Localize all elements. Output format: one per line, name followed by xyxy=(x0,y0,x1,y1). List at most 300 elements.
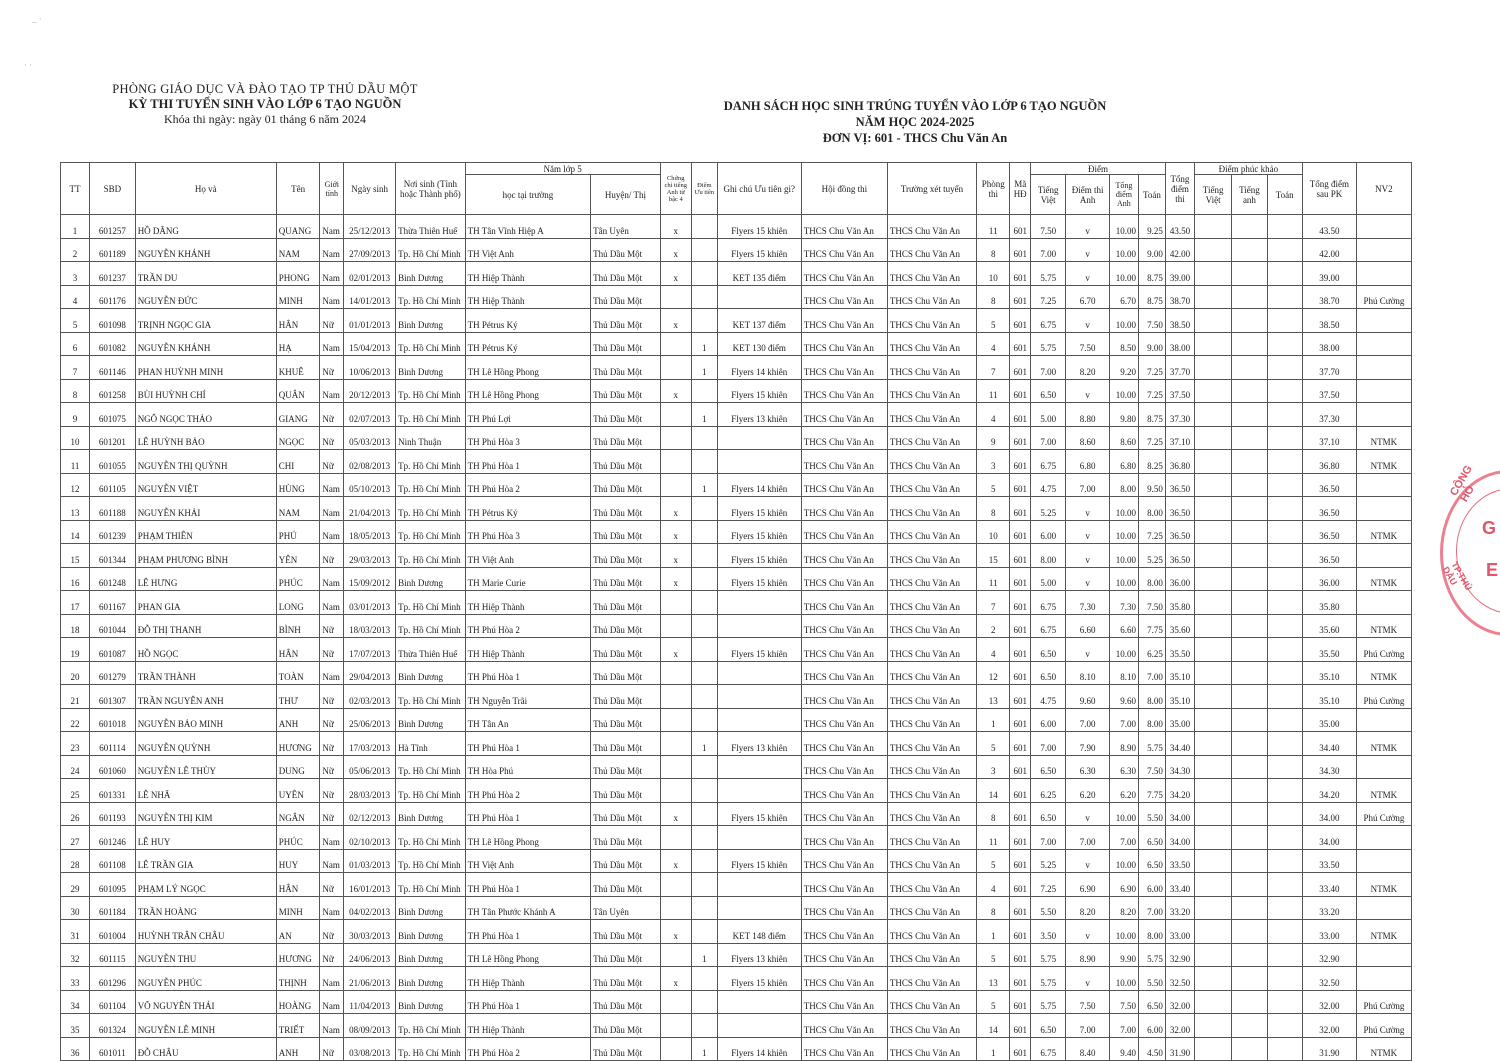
cell-cc xyxy=(660,426,691,450)
cell-tt: 26 xyxy=(61,802,90,826)
cell-noi: Tp. Hồ Chí Minh xyxy=(396,450,466,474)
cell-tv: 5.75 xyxy=(1031,990,1066,1014)
cell-sbd: 601296 xyxy=(90,967,136,991)
cell-xt: THCS Chu Văn An xyxy=(887,497,976,521)
cell-toan: 5.75 xyxy=(1138,943,1165,967)
cell-dta: v xyxy=(1066,215,1110,239)
table-row xyxy=(61,967,1412,991)
table-row xyxy=(61,802,1412,826)
cell-gt: Nam xyxy=(320,990,344,1014)
cell-tv: 3.50 xyxy=(1031,920,1066,944)
cell-cc: x xyxy=(660,802,691,826)
cell-pk: 32.50 xyxy=(1302,967,1356,991)
cell-tv: 7.00 xyxy=(1031,826,1066,850)
col-pk-toan: Toán xyxy=(1267,175,1302,215)
cell-toan: 6.25 xyxy=(1138,638,1165,662)
cell-tda: 6.80 xyxy=(1109,450,1138,474)
cell-pk: 36.00 xyxy=(1302,567,1356,591)
table-row xyxy=(61,591,1412,615)
cell-tt: 29 xyxy=(61,873,90,897)
cell-pk: 37.50 xyxy=(1302,379,1356,403)
cell-huyen: Thủ Dầu Một xyxy=(591,285,661,309)
cell-ten: NGỌC xyxy=(276,426,320,450)
cell-ns: 18/03/2013 xyxy=(344,614,396,638)
cell-ho: PHAN HUỲNH MINH xyxy=(135,356,276,380)
cell-ho: HUỲNH TRÂN CHÂU xyxy=(135,920,276,944)
cell-huyen: Thủ Dầu Một xyxy=(591,661,661,685)
cell-truong: TH Phú Hòa 2 xyxy=(465,779,591,803)
cell-gc: KET 137 điểm xyxy=(717,309,801,333)
cell-empty xyxy=(1267,238,1302,262)
cell-tt: 10 xyxy=(61,426,90,450)
cell-empty xyxy=(1267,638,1302,662)
cell-cc: x xyxy=(660,262,691,286)
cell-ma: 601 xyxy=(1010,262,1031,286)
cell-nv2: NTMK xyxy=(1356,567,1411,591)
cell-tv: 7.25 xyxy=(1031,285,1066,309)
cell-empty xyxy=(1232,990,1267,1014)
cell-gc: Flyers 15 khiên xyxy=(717,849,801,873)
cell-huyen: Thủ Dầu Một xyxy=(591,943,661,967)
cell-ten: TOÀN xyxy=(276,661,320,685)
cell-empty xyxy=(1267,943,1302,967)
cell-toan: 6.50 xyxy=(1138,990,1165,1014)
cell-tt: 33 xyxy=(61,967,90,991)
cell-ma: 601 xyxy=(1010,920,1031,944)
cell-ns: 02/03/2013 xyxy=(344,685,396,709)
col-ho-va: Họ và xyxy=(135,163,276,215)
cell-hd: THCS Chu Văn An xyxy=(801,896,887,920)
cell-phong: 3 xyxy=(977,755,1010,779)
cell-noi: Tp. Hồ Chí Minh xyxy=(396,544,466,568)
cell-dta: 6.90 xyxy=(1066,873,1110,897)
col-pk-tieng-anh: Tiếng anh xyxy=(1232,175,1267,215)
cell-truong: TH Tân An xyxy=(465,708,591,732)
cell-ten: HÙNG xyxy=(276,473,320,497)
cell-tt: 32 xyxy=(61,943,90,967)
cell-empty xyxy=(1232,356,1267,380)
cell-nv2 xyxy=(1356,332,1411,356)
cell-nv2 xyxy=(1356,708,1411,732)
cell-noi: Tp. Hồ Chí Minh xyxy=(396,497,466,521)
cell-ma: 601 xyxy=(1010,309,1031,333)
cell-sbd: 601176 xyxy=(90,285,136,309)
cell-hd: THCS Chu Văn An xyxy=(801,1037,887,1061)
cell-ten: PHÚC xyxy=(276,826,320,850)
cell-cc xyxy=(660,285,691,309)
cell-ho: LÊ TRẦN GIA xyxy=(135,849,276,873)
cell-empty xyxy=(1267,332,1302,356)
cell-gt: Nữ xyxy=(320,450,344,474)
cell-ho: LÊ HƯNG xyxy=(135,567,276,591)
cell-empty xyxy=(1232,285,1267,309)
cell-noi: Tp. Hồ Chí Minh xyxy=(396,755,466,779)
cell-ut xyxy=(691,779,717,803)
cell-cc: x xyxy=(660,238,691,262)
cell-toan: 7.50 xyxy=(1138,755,1165,779)
cell-ten: PHÚC xyxy=(276,567,320,591)
cell-ut xyxy=(691,591,717,615)
cell-tda: 8.90 xyxy=(1109,732,1138,756)
cell-tong: 34.30 xyxy=(1165,755,1194,779)
cell-huyen: Thủ Dầu Một xyxy=(591,520,661,544)
cell-empty xyxy=(1194,708,1231,732)
cell-phong: 2 xyxy=(977,614,1010,638)
cell-ho: NGUYỄN THU xyxy=(135,943,276,967)
cell-hd: THCS Chu Văn An xyxy=(801,708,887,732)
cell-cc xyxy=(660,1014,691,1038)
cell-ten: PHONG xyxy=(276,262,320,286)
cell-empty xyxy=(1232,967,1267,991)
cell-cc: x xyxy=(660,309,691,333)
cell-ut xyxy=(691,708,717,732)
cell-tt: 22 xyxy=(61,708,90,732)
cell-tda: 9.40 xyxy=(1109,1037,1138,1061)
cell-huyen: Thủ Dầu Một xyxy=(591,685,661,709)
cell-huyen: Thủ Dầu Một xyxy=(591,497,661,521)
cell-sbd: 601004 xyxy=(90,920,136,944)
cell-pk: 39.00 xyxy=(1302,262,1356,286)
cell-tv: 5.00 xyxy=(1031,403,1066,427)
cell-ut xyxy=(691,638,717,662)
cell-noi: Hà Tĩnh xyxy=(396,732,466,756)
cell-truong: TH Phú Hòa 1 xyxy=(465,450,591,474)
cell-gc xyxy=(717,285,801,309)
cell-cc xyxy=(660,708,691,732)
cell-nv2: Phú Cường xyxy=(1356,685,1411,709)
cell-noi: Thừa Thiên Huế xyxy=(396,638,466,662)
cell-toan: 5.75 xyxy=(1138,732,1165,756)
seal-letter: G xyxy=(1482,518,1497,538)
cell-dta: 8.20 xyxy=(1066,896,1110,920)
cell-tong: 34.40 xyxy=(1165,732,1194,756)
cell-cc xyxy=(660,450,691,474)
cell-empty xyxy=(1232,896,1267,920)
table-row xyxy=(61,1014,1412,1038)
cell-sbd: 601011 xyxy=(90,1037,136,1061)
cell-tv: 6.50 xyxy=(1031,661,1066,685)
cell-ns: 21/04/2013 xyxy=(344,497,396,521)
cell-ten: NGÂN xyxy=(276,802,320,826)
cell-pk: 35.60 xyxy=(1302,614,1356,638)
cell-noi: Bình Dương xyxy=(396,708,466,732)
cell-ten: THỊNH xyxy=(276,967,320,991)
cell-ho: LÊ HUỲNH BẢO xyxy=(135,426,276,450)
cell-tt: 11 xyxy=(61,450,90,474)
cell-toan: 8.00 xyxy=(1138,920,1165,944)
col-tong-diem-anh: Tổng điểm Anh xyxy=(1109,175,1138,215)
cell-empty xyxy=(1267,755,1302,779)
cell-tv: 5.50 xyxy=(1031,896,1066,920)
table-row xyxy=(61,943,1412,967)
cell-ns: 02/10/2013 xyxy=(344,826,396,850)
cell-tong: 32.00 xyxy=(1165,1014,1194,1038)
exam-date: Khóa thi ngày: ngày 01 tháng 6 năm 2024 xyxy=(164,112,366,126)
cell-ns: 04/02/2013 xyxy=(344,896,396,920)
cell-ut xyxy=(691,990,717,1014)
cell-empty xyxy=(1232,473,1267,497)
cell-empty xyxy=(1267,473,1302,497)
cell-ut: 1 xyxy=(691,473,717,497)
cell-ho: PHẠM LÝ NGỌC xyxy=(135,873,276,897)
cell-ho: TRẦN THÀNH xyxy=(135,661,276,685)
cell-nv2: NTMK xyxy=(1356,920,1411,944)
cell-pk: 43.50 xyxy=(1302,215,1356,239)
cell-tv: 6.75 xyxy=(1031,450,1066,474)
cell-tda: 9.20 xyxy=(1109,356,1138,380)
cell-dta: 6.70 xyxy=(1066,285,1110,309)
cell-gc xyxy=(717,661,801,685)
cell-phong: 9 xyxy=(977,426,1010,450)
cell-tv: 6.75 xyxy=(1031,1037,1066,1061)
cell-ma: 601 xyxy=(1010,426,1031,450)
cell-xt: THCS Chu Văn An xyxy=(887,403,976,427)
cell-ten: BÌNH xyxy=(276,614,320,638)
col-ten: Tên xyxy=(276,163,320,215)
col-huyen-thi: Huyện/ Thị xyxy=(591,175,661,215)
col-diem-uu-tien: Điểm Ưu tiên xyxy=(691,163,717,215)
cell-phong: 8 xyxy=(977,896,1010,920)
cell-ma: 601 xyxy=(1010,356,1031,380)
cell-nv2: NTMK xyxy=(1356,661,1411,685)
cell-ma: 601 xyxy=(1010,638,1031,662)
cell-empty xyxy=(1267,661,1302,685)
cell-phong: 7 xyxy=(977,591,1010,615)
cell-sbd: 601115 xyxy=(90,943,136,967)
cell-truong: TH Phú Hòa 1 xyxy=(465,802,591,826)
cell-gc xyxy=(717,990,801,1014)
cell-empty xyxy=(1267,215,1302,239)
cell-toan: 7.75 xyxy=(1138,779,1165,803)
cell-empty xyxy=(1267,450,1302,474)
cell-huyen: Thủ Dầu Một xyxy=(591,356,661,380)
unit-name: ĐƠN VỊ: 601 - THCS Chu Văn An xyxy=(822,131,1008,145)
cell-xt: THCS Chu Văn An xyxy=(887,520,976,544)
cell-empty xyxy=(1232,920,1267,944)
cell-truong: TH Phú Hòa 1 xyxy=(465,920,591,944)
cell-tv: 7.00 xyxy=(1031,356,1066,380)
cell-xt: THCS Chu Văn An xyxy=(887,309,976,333)
cell-tong: 43.50 xyxy=(1165,215,1194,239)
cell-empty xyxy=(1232,262,1267,286)
cell-tv: 4.75 xyxy=(1031,473,1066,497)
col-chung-chi: Chứng chỉ tiếng Anh từ bậc 4 xyxy=(660,163,691,215)
cell-empty xyxy=(1267,403,1302,427)
cell-truong: TH Việt Anh xyxy=(465,849,591,873)
table-row xyxy=(61,567,1412,591)
cell-dta: v xyxy=(1066,309,1110,333)
cell-nv2 xyxy=(1356,755,1411,779)
cell-ut xyxy=(691,802,717,826)
cell-phong: 5 xyxy=(977,990,1010,1014)
cell-sbd: 601279 xyxy=(90,661,136,685)
cell-tv: 6.00 xyxy=(1031,708,1066,732)
cell-ma: 601 xyxy=(1010,567,1031,591)
cell-ho: NGUYỄN KHÁNH xyxy=(135,238,276,262)
cell-tda: 6.90 xyxy=(1109,873,1138,897)
cell-ns: 30/03/2013 xyxy=(344,920,396,944)
cell-gt: Nữ xyxy=(320,920,344,944)
cell-tong: 33.40 xyxy=(1165,873,1194,897)
cell-pk: 38.50 xyxy=(1302,309,1356,333)
cell-hd: THCS Chu Văn An xyxy=(801,943,887,967)
cell-ns: 05/06/2013 xyxy=(344,755,396,779)
col-group-diem-phuc-khao: Điểm phúc khảo xyxy=(1194,163,1302,175)
cell-empty xyxy=(1194,238,1231,262)
cell-empty xyxy=(1267,497,1302,521)
cell-tda: 10.00 xyxy=(1109,802,1138,826)
cell-dta: v xyxy=(1066,238,1110,262)
cell-nv2: Phú Cường xyxy=(1356,990,1411,1014)
cell-gt: Nữ xyxy=(320,544,344,568)
cell-ma: 601 xyxy=(1010,497,1031,521)
cell-pk: 32.00 xyxy=(1302,1014,1356,1038)
cell-truong: TH Phú Hòa 1 xyxy=(465,873,591,897)
cell-pk: 42.00 xyxy=(1302,238,1356,262)
cell-cc xyxy=(660,685,691,709)
cell-noi: Bình Dương xyxy=(396,309,466,333)
cell-pk: 33.50 xyxy=(1302,849,1356,873)
cell-empty xyxy=(1194,967,1231,991)
cell-ho: NGUYỄN VIỆT xyxy=(135,473,276,497)
cell-tv: 6.00 xyxy=(1031,520,1066,544)
cell-empty xyxy=(1194,356,1231,380)
cell-tv: 7.25 xyxy=(1031,873,1066,897)
cell-ten: LONG xyxy=(276,591,320,615)
cell-tong: 32.00 xyxy=(1165,990,1194,1014)
cell-cc xyxy=(660,943,691,967)
cell-xt: THCS Chu Văn An xyxy=(887,849,976,873)
cell-empty xyxy=(1194,215,1231,239)
cell-empty xyxy=(1232,544,1267,568)
cell-empty xyxy=(1267,732,1302,756)
cell-phong: 5 xyxy=(977,849,1010,873)
col-group-diem: Điểm xyxy=(1031,163,1166,175)
cell-gt: Nam xyxy=(320,520,344,544)
cell-gt: Nam xyxy=(320,497,344,521)
cell-gt: Nam xyxy=(320,967,344,991)
cell-gt: Nữ xyxy=(320,685,344,709)
cell-gc xyxy=(717,426,801,450)
table-row xyxy=(61,473,1412,497)
cell-tv: 6.50 xyxy=(1031,755,1066,779)
cell-gt: Nam xyxy=(320,826,344,850)
table-row xyxy=(61,520,1412,544)
cell-ma: 601 xyxy=(1010,238,1031,262)
cell-sbd: 601307 xyxy=(90,685,136,709)
cell-empty xyxy=(1232,685,1267,709)
cell-noi: Tp. Hồ Chí Minh xyxy=(396,403,466,427)
cell-empty xyxy=(1194,497,1231,521)
cell-truong: TH Hiệp Thành xyxy=(465,262,591,286)
cell-ma: 601 xyxy=(1010,403,1031,427)
cell-pk: 34.40 xyxy=(1302,732,1356,756)
cell-empty xyxy=(1232,661,1267,685)
cell-empty xyxy=(1194,426,1231,450)
cell-gt: Nữ xyxy=(320,873,344,897)
cell-huyen: Thủ Dầu Một xyxy=(591,732,661,756)
cell-cc: x xyxy=(660,497,691,521)
cell-ten: MINH xyxy=(276,896,320,920)
col-gioi-tinh: Giới tính xyxy=(320,163,344,215)
cell-truong: TH Marie Curie xyxy=(465,567,591,591)
cell-xt: THCS Chu Văn An xyxy=(887,661,976,685)
cell-empty xyxy=(1194,896,1231,920)
cell-phong: 15 xyxy=(977,544,1010,568)
cell-empty xyxy=(1267,544,1302,568)
scan-mark: · · xyxy=(24,60,33,70)
cell-ten: NAM xyxy=(276,497,320,521)
cell-phong: 4 xyxy=(977,638,1010,662)
cell-truong: TH Phú Lợi xyxy=(465,403,591,427)
cell-sbd: 601146 xyxy=(90,356,136,380)
col-hoi-dong-thi: Hội đồng thi xyxy=(801,163,887,215)
cell-empty xyxy=(1267,567,1302,591)
cell-gc xyxy=(717,779,801,803)
cell-toan: 9.00 xyxy=(1138,238,1165,262)
cell-xt: THCS Chu Văn An xyxy=(887,779,976,803)
cell-sbd: 601331 xyxy=(90,779,136,803)
table-row xyxy=(61,379,1412,403)
cell-tt: 36 xyxy=(61,1037,90,1061)
cell-empty xyxy=(1267,920,1302,944)
cell-empty xyxy=(1267,591,1302,615)
cell-pk: 37.30 xyxy=(1302,403,1356,427)
cell-pk: 31.90 xyxy=(1302,1037,1356,1061)
cell-tv: 5.75 xyxy=(1031,332,1066,356)
cell-gt: Nữ xyxy=(320,614,344,638)
cell-tt: 15 xyxy=(61,544,90,568)
cell-tt: 34 xyxy=(61,990,90,1014)
cell-ma: 601 xyxy=(1010,591,1031,615)
cell-tong: 35.00 xyxy=(1165,708,1194,732)
cell-xt: THCS Chu Văn An xyxy=(887,473,976,497)
cell-tong: 37.10 xyxy=(1165,426,1194,450)
cell-pk: 36.50 xyxy=(1302,497,1356,521)
cell-noi: Bình Dương xyxy=(396,943,466,967)
cell-toan: 7.25 xyxy=(1138,379,1165,403)
cell-ho: NGUYỄN THỊ KIM xyxy=(135,802,276,826)
cell-gt: Nam xyxy=(320,379,344,403)
cell-truong: TH Phú Hòa 3 xyxy=(465,426,591,450)
cell-tong: 32.90 xyxy=(1165,943,1194,967)
cell-empty xyxy=(1267,1037,1302,1061)
cell-ma: 601 xyxy=(1010,826,1031,850)
cell-pk: 37.10 xyxy=(1302,426,1356,450)
cell-ns: 29/03/2013 xyxy=(344,544,396,568)
cell-empty xyxy=(1232,708,1267,732)
cell-ns: 21/06/2013 xyxy=(344,967,396,991)
cell-huyen: Thủ Dầu Một xyxy=(591,544,661,568)
cell-pk: 32.90 xyxy=(1302,943,1356,967)
cell-ten: ANH xyxy=(276,1037,320,1061)
cell-ns: 16/01/2013 xyxy=(344,873,396,897)
cell-pk: 32.00 xyxy=(1302,990,1356,1014)
cell-gc: Flyers 13 khiên xyxy=(717,732,801,756)
cell-phong: 4 xyxy=(977,403,1010,427)
cell-tda: 6.20 xyxy=(1109,779,1138,803)
cell-ten: NAM xyxy=(276,238,320,262)
cell-xt: THCS Chu Văn An xyxy=(887,826,976,850)
cell-dta: 8.80 xyxy=(1066,403,1110,427)
cell-truong: TH Hiệp Thành xyxy=(465,638,591,662)
cell-sbd: 601193 xyxy=(90,802,136,826)
cell-ma: 601 xyxy=(1010,473,1031,497)
cell-sbd: 601201 xyxy=(90,426,136,450)
cell-tda: 9.90 xyxy=(1109,943,1138,967)
cell-hd: THCS Chu Văn An xyxy=(801,873,887,897)
cell-toan: 5.25 xyxy=(1138,544,1165,568)
